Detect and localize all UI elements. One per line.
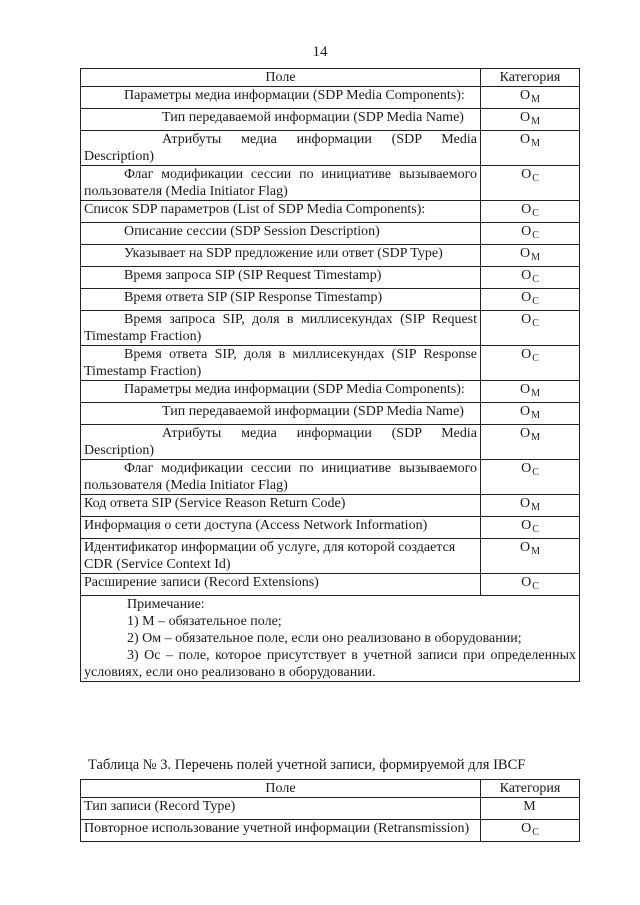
table-row: [81, 539, 580, 574]
field-cell: Расширение записи (Record Extensions): [81, 574, 481, 596]
page-number: 14: [312, 44, 328, 60]
category-subscript: C: [532, 173, 539, 184]
category-letter: O: [521, 518, 532, 533]
category-letter: O: [521, 202, 532, 217]
table-row: [81, 131, 580, 166]
category-letter: O: [521, 347, 532, 362]
category-letter: O: [519, 88, 531, 103]
field-cell: Атрибуты медиа информации (SDP Media Description): [81, 131, 481, 166]
category-subscript: C: [532, 230, 539, 241]
field-cell: Информация о сети доступа (Access Network Information): [81, 517, 481, 539]
field-cell: Время запроса SIP, доля в миллисекундах (SIP Request Timestamp Fraction): [81, 311, 481, 346]
header-category: Категория: [481, 69, 580, 87]
category-subscript: C: [532, 827, 539, 838]
category-letter: O: [519, 110, 531, 125]
category-subscript: C: [532, 296, 539, 307]
category-letter: O: [521, 821, 532, 836]
field-cell: Список SDP параметров (List of SDP Media Components):: [81, 201, 481, 223]
category-cell: [481, 460, 580, 495]
category-cell: [481, 820, 580, 842]
category-subscript: C: [532, 467, 539, 478]
category-letter: O: [519, 382, 531, 397]
category-letter: O: [521, 461, 532, 476]
table-row: [81, 460, 580, 495]
category-subscript: C: [532, 353, 539, 364]
field-cell: Время ответа SIP (SIP Response Timestamp): [81, 289, 481, 311]
table-row: [81, 346, 580, 381]
category-subscript: M: [531, 546, 541, 557]
note-row: [81, 596, 580, 682]
category-cell: [481, 798, 580, 820]
category-letter: M: [523, 799, 536, 814]
ibcf-fields-table: [80, 779, 580, 842]
category-letter: O: [521, 312, 532, 327]
table-row: [81, 425, 580, 460]
category-subscript: C: [532, 581, 539, 592]
category-cell: [481, 109, 580, 131]
field-cell: Время запроса SIP (SIP Request Timestamp): [81, 267, 481, 289]
field-cell: Тип передаваемой информации (SDP Media Name): [81, 109, 481, 131]
category-cell: [481, 267, 580, 289]
category-letter: O: [521, 290, 532, 305]
table-row: [81, 245, 580, 267]
category-letter: O: [519, 426, 531, 441]
field-cell: Флаг модификации сессии по инициативе вызываемого пользователя (Media Initiator Flag): [81, 166, 481, 201]
category-letter: O: [521, 575, 532, 590]
category-letter: O: [519, 404, 531, 419]
category-cell: [481, 539, 580, 574]
table-row: [81, 87, 580, 109]
field-cell: Время ответа SIP, доля в миллисекундах (SIP Response Timestamp Fraction): [81, 346, 481, 381]
field-cell: Атрибуты медиа информации (SDP Media Description): [81, 425, 481, 460]
field-cell: Код ответа SIP (Service Reason Return Code): [81, 495, 481, 517]
category-cell: [481, 166, 580, 201]
note-item: 3) Ос – поле, которое присутствует в учетной записи при определенных условиях, если оно реализовано в оборудовании.: [84, 648, 576, 680]
category-subscript: M: [531, 432, 541, 443]
note-cell: [81, 596, 580, 682]
field-cell: Описание сессии (SDP Session Description): [81, 223, 481, 245]
category-subscript: M: [531, 388, 541, 399]
category-cell: [481, 131, 580, 166]
category-letter: O: [519, 496, 531, 511]
category-subscript: M: [531, 116, 541, 127]
table-row: [81, 223, 580, 245]
note-item: 1) М – обязательное поле;: [127, 614, 282, 629]
field-cell: Параметры медиа информации (SDP Media Components):: [81, 87, 481, 109]
table-row: [81, 381, 580, 403]
category-cell: [481, 574, 580, 596]
table-row: [81, 289, 580, 311]
category-cell: [481, 311, 580, 346]
category-subscript: M: [531, 410, 541, 421]
category-subscript: M: [531, 252, 541, 263]
category-cell: [481, 495, 580, 517]
table-row: [81, 403, 580, 425]
table-row: [81, 109, 580, 131]
header-category: Категория: [481, 780, 580, 798]
table-caption: Таблица № 3. Перечень полей учетной записи, формируемой для IBCF: [88, 757, 526, 773]
table-row: [81, 820, 580, 842]
category-cell: [481, 403, 580, 425]
field-cell: Тип записи (Record Type): [81, 798, 481, 820]
category-subscript: C: [532, 524, 539, 535]
category-subscript: M: [531, 138, 541, 149]
table-row: [81, 267, 580, 289]
field-cell: Идентификатор информации об услуге, для которой создается CDR (Service Context Id): [81, 539, 481, 574]
category-letter: O: [521, 268, 532, 283]
header-field: Поле: [81, 780, 481, 798]
table-row: [81, 798, 580, 820]
category-cell: [481, 245, 580, 267]
field-cell: Тип передаваемой информации (SDP Media Name): [81, 403, 481, 425]
header-field: Поле: [81, 69, 481, 87]
table-row: [81, 311, 580, 346]
table-header-row: [81, 69, 580, 87]
category-subscript: C: [532, 208, 539, 219]
category-cell: [481, 289, 580, 311]
category-cell: [481, 201, 580, 223]
category-cell: [481, 517, 580, 539]
field-cell: Указывает на SDP предложение или ответ (SDP Type): [81, 245, 481, 267]
note-item: 2) Ом – обязательное поле, если оно реализовано в оборудовании;: [127, 631, 522, 646]
table-header-row: [81, 780, 580, 798]
note-title: Примечание:: [127, 597, 205, 612]
category-subscript: C: [532, 318, 539, 329]
category-cell: [481, 381, 580, 403]
field-cell: Флаг модификации сессии по инициативе вызываемого пользователя (Media Initiator Flag): [81, 460, 481, 495]
category-letter: O: [521, 167, 532, 182]
table-row: [81, 517, 580, 539]
table-row: [81, 201, 580, 223]
field-cell: Повторное использование учетной информации (Retransmission): [81, 820, 481, 842]
table-row: [81, 495, 580, 517]
category-subscript: M: [531, 502, 541, 513]
table-row: [81, 574, 580, 596]
category-subscript: M: [531, 94, 541, 105]
category-subscript: C: [532, 274, 539, 285]
category-letter: O: [521, 224, 532, 239]
category-cell: [481, 223, 580, 245]
category-letter: O: [519, 132, 531, 147]
category-cell: [481, 346, 580, 381]
category-letter: O: [519, 540, 531, 555]
table-row: [81, 166, 580, 201]
category-cell: [481, 425, 580, 460]
field-cell: Параметры медиа информации (SDP Media Components):: [81, 381, 481, 403]
category-letter: O: [519, 246, 531, 261]
fields-table: [80, 68, 580, 682]
category-cell: [481, 87, 580, 109]
